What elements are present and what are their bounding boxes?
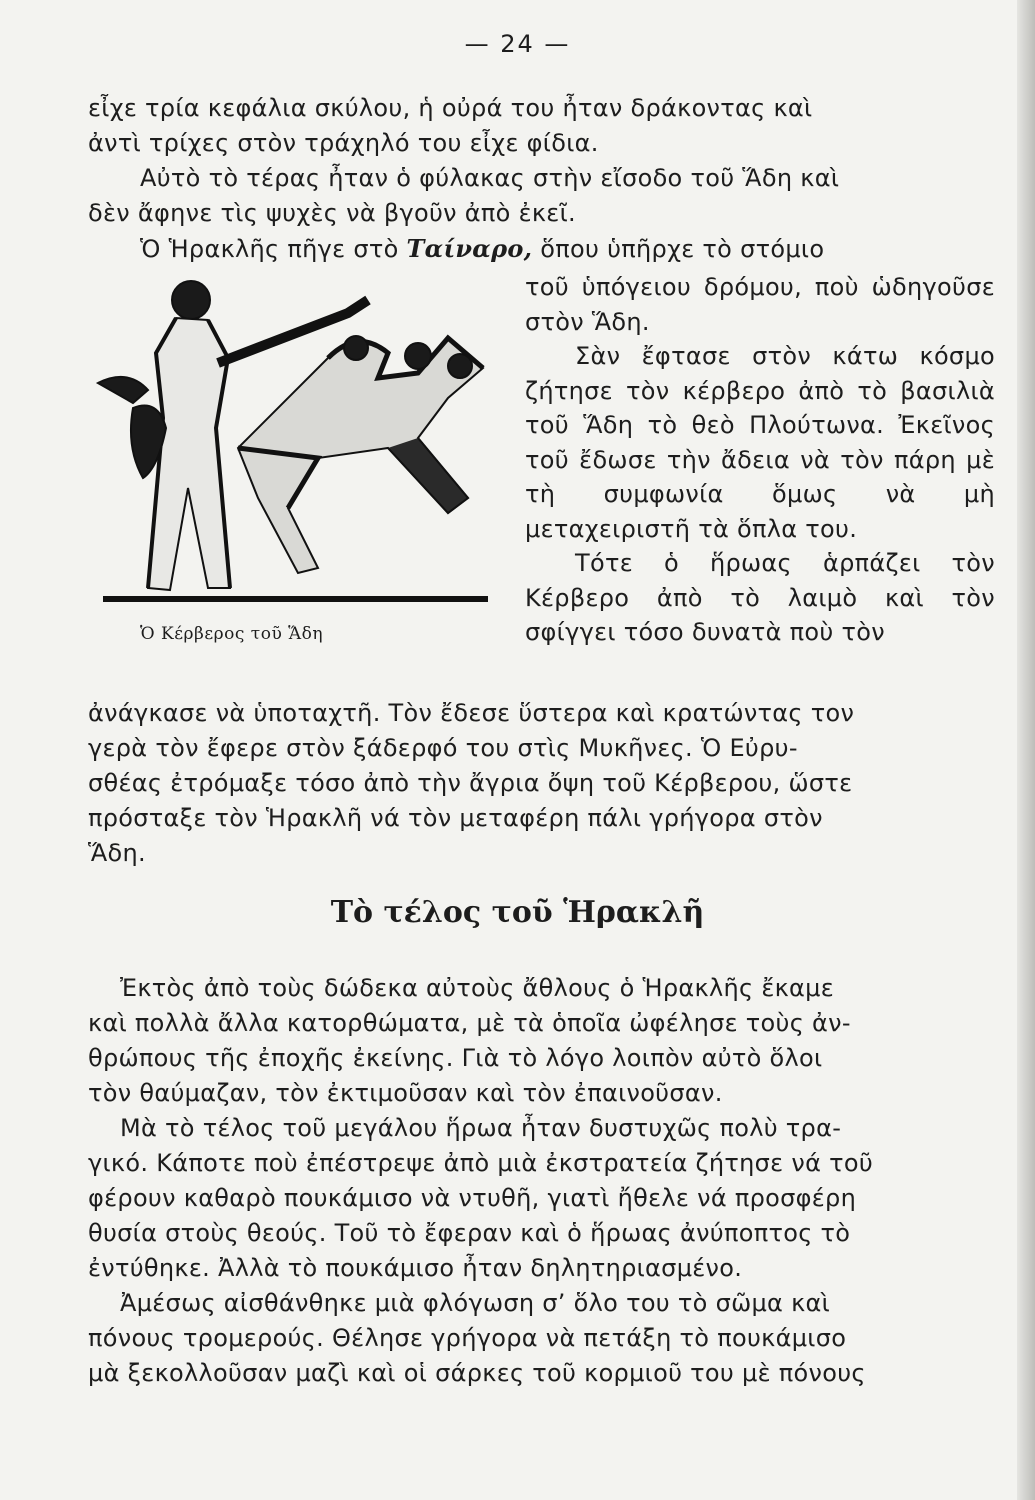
- text-line: μὰ ξεκολλοῦσαν μαζὶ καὶ οἱ σάρκες τοῦ κορμιοῦ του μὲ πόνους: [88, 1359, 866, 1387]
- text-line: ἀνάγκασε νὰ ὑποταχτῆ. Τὸν ἔδεσε ὕστερα καὶ κρατώντας τον: [88, 699, 855, 727]
- text-line: Αὐτὸ τὸ τέρας ἦταν ὁ φύλακας στὴν εἴσοδο τοῦ Ἅδη καὶ: [140, 164, 840, 192]
- wrapped-text-column: [525, 270, 995, 650]
- page-number: — 24 —: [464, 30, 571, 58]
- text-line: φέρουν καθαρὸ πουκάμισο νὰ ντυθῆ, γιατὶ ἤθελε νά προσφέρη: [88, 1184, 857, 1212]
- paragraph: Σὰν ἔφτασε στὸν κάτω κόσμο ζήτησε τὸν κέρβερο ἀπὸ τὸ βασιλιὰ τοῦ Ἅδη τὸ θεὸ Πλούτωνα. Ἐκεῖνος τοῦ ἔδωσε τὴν ἄδεια νὰ τὸν πάρη μὲ τὴ συμφωνία ὅμως νὰ μὴ μεταχειριστῆ τὰ ὅπλα του.: [525, 342, 995, 543]
- text-line: πόνους τρομερούς. Θέλησε γρήγορα νὰ πετάξη τὸ πουκάμισο: [88, 1324, 847, 1352]
- place-name: Ταίναρο,: [406, 234, 533, 263]
- text-line: Ἐκτὸς ἀπὸ τοὺς δώδεκα αὐτοὺς ἄθλους ὁ Ἡρακλῆς ἔκαμε: [120, 974, 835, 1002]
- text-line: καὶ πολλὰ ἄλλα κατορθώματα, μὲ τὰ ὁποῖα ὠφέλησε τοὺς ἀν-: [88, 1009, 851, 1037]
- text-line: Ἀμέσως αἰσθάνθηκε μιὰ φλόγωση σ’ ὅλο του τὸ σῶμα καὶ: [120, 1289, 831, 1317]
- text-line: γικό. Κάποτε ποὺ ἐπέστρεψε ἀπὸ μιὰ ἐκστρατεία ζήτησε νά τοῦ: [88, 1149, 874, 1177]
- text-line: εἶχε τρία κεφάλια σκύλου, ἡ οὐρά του ἦταν δράκοντας καὶ: [88, 94, 813, 122]
- text-line: θρώπους τῆς ἐποχῆς ἐκείνης. Γιὰ τὸ λόγο λοιπὸν αὐτὸ ὅλοι: [88, 1044, 823, 1072]
- text-fragment: ὅπου ὑπῆρχε τὸ στόμιο: [540, 235, 825, 263]
- paragraph: Τότε ὁ ἥρωας ἁρπάζει τὸν Κέρβερο ἀπὸ τὸ λαιμὸ καὶ τὸν σφίγγει τόσο δυνατὰ ποὺ τὸν: [525, 549, 995, 646]
- text-line: Ἅδη.: [88, 839, 146, 867]
- text-line: ἐντύθηκε. Ἀλλὰ τὸ πουκάμισο ἦταν δηλητηριασμένο.: [88, 1254, 743, 1282]
- text-line: πρόσταξε τὸν Ἡρακλῆ νά τὸν μεταφέρη πάλι γρήγορα στὸν: [88, 804, 823, 832]
- text-line: γερὰ τὸν ἔφερε στὸν ξάδερφό του στὶς Μυκῆνες. Ὁ Εὐρυ-: [88, 734, 798, 762]
- section-title: Τὸ τέλος τοῦ Ἡρακλῆ: [330, 895, 705, 930]
- text-line: [140, 234, 824, 264]
- text-line: τὸν θαύμαζαν, τὸν ἐκτιμοῦσαν καὶ τὸν ἐπαινοῦσαν.: [88, 1079, 723, 1107]
- text-line: θυσία στοὺς θεούς. Τοῦ τὸ ἔφεραν καὶ ὁ ἥρωας ἀνύποπτος τὸ: [88, 1219, 851, 1247]
- heracles-cerberus-illustration: [88, 278, 498, 608]
- text-line: σθέας ἐτρόμαξε τόσο ἀπὸ τὴν ἄγρια ὄψη τοῦ Κέρβερου, ὥστε: [88, 769, 853, 797]
- text-line: δὲν ἄφηνε τὶς ψυχὲς νὰ βγοῦν ἀπὸ ἐκεῖ.: [88, 199, 576, 227]
- page-spine-shadow: [1017, 0, 1035, 1500]
- text-fragment: Ὁ Ἡρακλῆς πῆγε στὸ: [140, 235, 399, 263]
- text-line: Μὰ τὸ τέλος τοῦ μεγάλου ἥρωα ἦταν δυστυχῶς πολὺ τρα-: [120, 1114, 842, 1142]
- paragraph: τοῦ ὑπόγειου δρόμου, ποὺ ὡδηγοῦσε στὸν Ἅδη.: [525, 273, 995, 336]
- figure-caption: Ὁ Κέρβερος τοῦ Ἅδη: [140, 624, 324, 644]
- text-line: ἀντὶ τρίχες στὸν τράχηλό του εἶχε φίδια.: [88, 129, 599, 157]
